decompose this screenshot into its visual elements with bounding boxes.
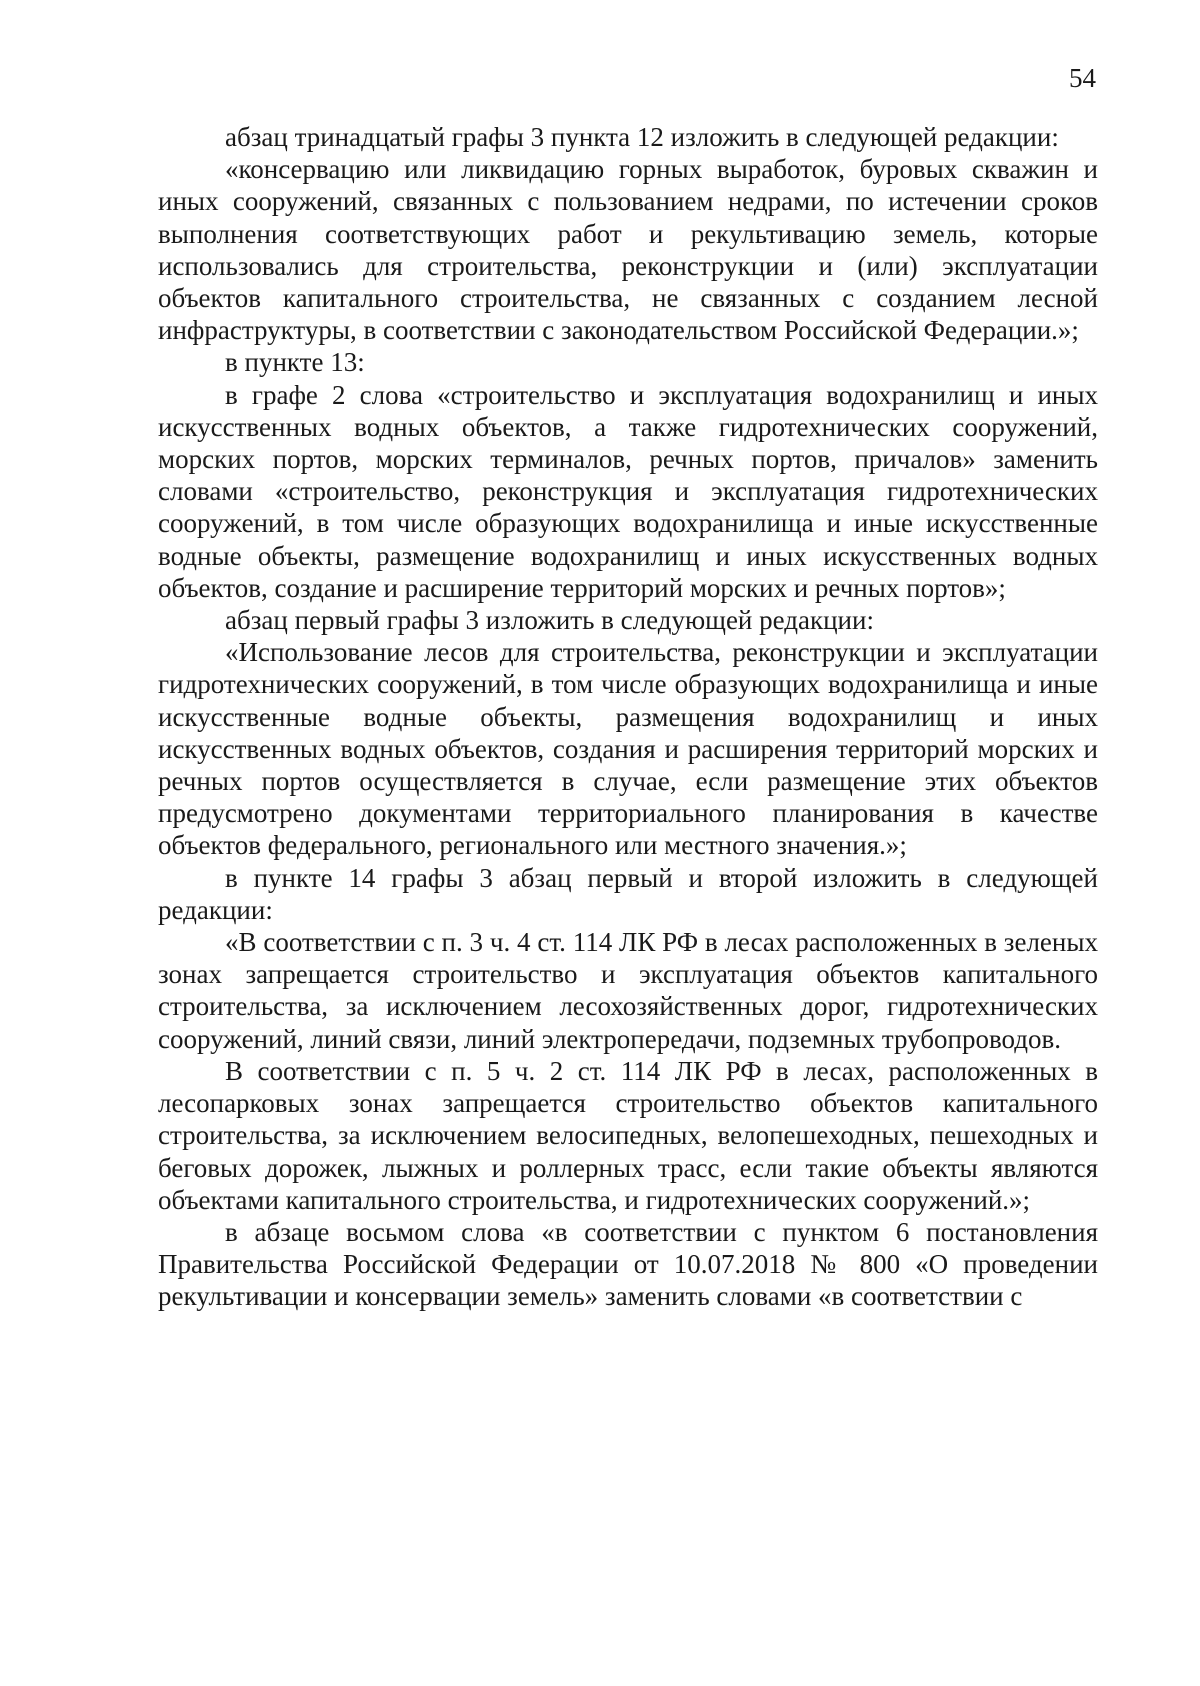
paragraph: абзац первый графы 3 изложить в следующей редакции:: [225, 605, 874, 636]
paragraph: «консервацию или ликвидацию горных выработок, буровых скважин и иных сооружений, связанных с пользованием недрами, по истечении сроков выполнения соответствующих работ и рекультивацию земель, которые использовались для строительства, реконструкции и (или) эксплуатации объектов капитального строительства, не связанных с созданием лесной инфраструктуры, в соответствии с законодательством Российской Федерации.»;: [158, 154, 1098, 346]
document-body: [158, 121, 1098, 1313]
paragraph: «В соответствии с п. 3 ч. 4 ст. 114 ЛК РФ в лесах расположенных в зеленых зонах запрещается строительство и эксплуатация объектов капитального строительства, за исключением лесохозяйственных дорог, гидротехнических сооружений, линий связи, линий электропередачи, подземных трубопроводов.: [158, 927, 1098, 1054]
paragraph: в пункте 14 графы 3 абзац первый и второй изложить в следующей редакции:: [158, 862, 1098, 925]
page-number: 54: [1069, 63, 1096, 93]
paragraph: в пункте 13:: [225, 347, 365, 378]
paragraph: В соответствии с п. 5 ч. 2 ст. 114 ЛК РФ в лесах, расположенных в лесопарковых зонах запрещается строительство объектов капитального строительства, за исключением велосипедных, велопешеходных, пешеходных и беговых дорожек, лыжных и роллерных трасс, если такие объекты являются объектами капитального строительства, и гидротехнических сооружений.»;: [158, 1055, 1098, 1215]
paragraph: в абзаце восьмом слова «в соответствии с пунктом 6 постановления Правительства Российской Федерации от 10.07.2018 № 800 «О проведении рекультивации и консервации земель» заменить словами «в соответствии с: [158, 1216, 1098, 1312]
paragraph: «Использование лесов для строительства, реконструкции и эксплуатации гидротехнических сооружений, в том числе образующих водохранилища и иные искусственные водные объекты, размещения водохранилищ и иных искусственных водных объектов, создания и расширения территорий морских и речных портов осуществляется в случае, если размещение этих объектов предусмотрено документами территориального планирования в качестве объектов федерального, регионального или местного значения.»;: [158, 637, 1098, 861]
paragraph: абзац тринадцатый графы 3 пункта 12 изложить в следующей редакции:: [225, 122, 1059, 152]
paragraph: в графе 2 слова «строительство и эксплуатация водохранилищ и иных искусственных водных объектов, а также гидротехнических сооружений, морских портов, морских терминалов, речных портов, причалов» заменить словами «строительство, реконструкция и эксплуатация гидротехнических сооружений, в том числе образующих водохранилища и иные искусственные водные объекты, размещение водохранилищ и иных искусственных водных объектов, создание и расширение территорий морских и речных портов»;: [158, 379, 1098, 603]
